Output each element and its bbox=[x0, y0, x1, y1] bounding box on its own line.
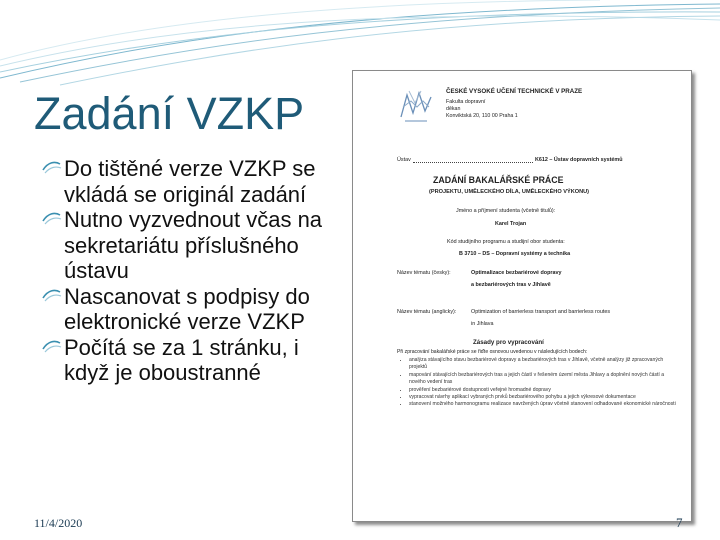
topic-cz-line: Optimalizace bezbariérové dopravy bbox=[471, 270, 562, 276]
bullet-text: Nascanovat s podpisy do elektronické verze VZKP bbox=[64, 283, 310, 334]
dotted-line bbox=[413, 162, 533, 163]
scanned-assignment-document bbox=[352, 70, 692, 522]
assignment-title: ZADÁNÍ BAKALÁŘSKÉ PRÁCE bbox=[433, 175, 564, 185]
department-name: K612 – Ústav dopravních systémů bbox=[535, 157, 623, 163]
topic-en-line: in Jihlava bbox=[471, 321, 494, 327]
list-item: • vypracovat návrhy aplikací vybraných prvků bezbariérového pohybu a jejich výkresové dokumentace bbox=[409, 394, 679, 401]
bullet-item bbox=[40, 156, 350, 207]
slide-number: 7 bbox=[676, 515, 683, 530]
swoosh-bullet-icon bbox=[40, 156, 64, 181]
bullet-list bbox=[40, 156, 350, 386]
university-logo-icon bbox=[397, 87, 435, 125]
swoosh-bullet-icon bbox=[40, 284, 64, 309]
list-item: • stanovení možného harmonogramu realizace navržených úprav včetně stanovení odhadované ekonomické náročnosti bbox=[409, 401, 679, 408]
faculty-info: Fakulta dopravní děkan Konviktská 20, 110 00 Praha 1 bbox=[446, 99, 518, 119]
topic-cz-line: a bezbariérových tras v Jihlavě bbox=[471, 282, 551, 288]
student-name: Karel Trojan bbox=[495, 221, 527, 227]
swoosh-bullet-icon bbox=[40, 335, 64, 360]
slide-title: Zadání VZKP bbox=[34, 88, 305, 139]
topic-en-line: Optimization of barrierless transport and barrierless routes bbox=[471, 309, 611, 315]
topic-cz-label: Název tématu (česky): bbox=[397, 270, 451, 276]
list-item: • analýza stávajícího stavu bezbariérové dopravy a bezbariérových tras v Jihlavě, včetně analýzy již zpracovaných projektů bbox=[409, 357, 679, 372]
bullet-item bbox=[40, 284, 350, 335]
bullet-text: Nutno vyzvednout včas na sekretariátu příslušného ústavu bbox=[64, 207, 323, 283]
list-item: • prověření bezbariérové dostupnosti veřejné hromadné dopravy bbox=[409, 387, 679, 394]
department-label: Ústav bbox=[397, 157, 411, 163]
guidelines-list bbox=[399, 357, 679, 409]
student-label: Jméno a příjmení studenta (včetně titulů): bbox=[456, 208, 556, 214]
bullet-text: Počítá se za 1 stránku, i když je oboustranné bbox=[64, 334, 299, 385]
bullet-text: Do tištěné verze VZKP se vkládá se originál zadání bbox=[64, 156, 316, 207]
guidelines-title: Zásady pro vypracování bbox=[473, 339, 544, 346]
program-value: B 3710 – DS – Dopravní systémy a technika bbox=[459, 251, 571, 257]
list-item: • mapování stávajících bezbariérových tras a jejich částí v řešeném území města Jihlavy a doplnění nových částí a nového vedení tras bbox=[409, 372, 679, 387]
swoosh-bullet-icon bbox=[40, 207, 64, 232]
slide-date: 11/4/2020 bbox=[34, 516, 83, 530]
bullet-item bbox=[40, 207, 350, 284]
guidelines-intro: Při zpracování bakalářské práce se řiďte osnovou uvedenou v následujících bodech: bbox=[397, 349, 588, 355]
program-label: Kód studijního programu a studijní obor studenta: bbox=[447, 239, 565, 245]
bullet-item bbox=[40, 335, 350, 386]
topic-en-label: Název tématu (anglicky): bbox=[397, 309, 457, 315]
university-name: ČESKÉ VYSOKÉ UČENÍ TECHNICKÉ V PRAZE bbox=[446, 88, 583, 95]
assignment-subtitle: (PROJEKTU, UMĚLECKÉHO DÍLA, UMĚLECKÉHO VÝKONU) bbox=[429, 189, 590, 195]
